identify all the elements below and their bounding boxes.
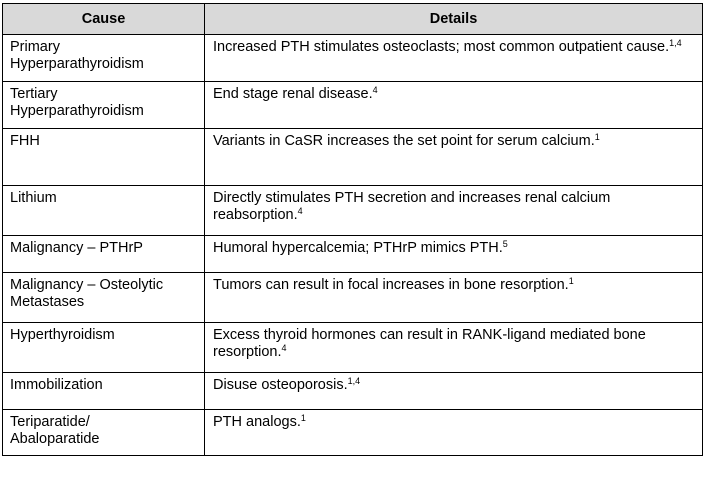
- cause-cell: Tertiary Hyperparathyroidism: [3, 82, 205, 129]
- cause-cell: FHH: [3, 129, 205, 186]
- cause-cell: Primary Hyperparathyroidism: [3, 35, 205, 82]
- detail-cell: [205, 273, 703, 323]
- detail-cell: [205, 373, 703, 410]
- table-row: [3, 273, 703, 323]
- table-row: [3, 129, 703, 186]
- reference-superscript: 4: [297, 206, 303, 216]
- detail-text: Excess thyroid hormones can result in RANK-ligand mediated bone resorption.: [213, 327, 646, 360]
- detail-cell: [205, 410, 703, 456]
- table-row: [3, 82, 703, 129]
- detail-cell: [205, 129, 703, 186]
- table-row: [3, 236, 703, 273]
- table-row: [3, 186, 703, 236]
- causes-table: [2, 3, 703, 456]
- detail-text: Tumors can result in focal increases in bone resorption.: [213, 277, 569, 293]
- reference-superscript: 1,4: [347, 376, 361, 386]
- header-details: Details: [205, 4, 703, 35]
- detail-text: Increased PTH stimulates osteoclasts; most common outpatient cause.: [213, 39, 670, 55]
- cause-cell: Malignancy – PTHrP: [3, 236, 205, 273]
- detail-cell: [205, 82, 703, 129]
- reference-superscript: 1: [568, 276, 574, 286]
- table-row: [3, 323, 703, 373]
- detail-text: Variants in CaSR increases the set point for serum calcium.: [213, 133, 595, 149]
- reference-superscript: 4: [372, 85, 378, 95]
- table-row: [3, 35, 703, 82]
- reference-superscript: 1: [300, 413, 306, 423]
- table-header-row: [3, 4, 703, 35]
- cause-cell: Immobilization: [3, 373, 205, 410]
- reference-superscript: 1,4: [669, 38, 682, 48]
- detail-cell: [205, 186, 703, 236]
- cause-cell: Malignancy – Osteolytic Metastases: [3, 273, 205, 323]
- detail-cell: [205, 35, 703, 82]
- detail-text: End stage renal disease.: [213, 86, 373, 102]
- reference-superscript: 4: [281, 343, 287, 353]
- cause-cell: Hyperthyroidism: [3, 323, 205, 373]
- cause-cell: Lithium: [3, 186, 205, 236]
- table-row: [3, 373, 703, 410]
- detail-text: PTH analogs.: [213, 414, 301, 430]
- cause-cell: Teriparatide/ Abaloparatide: [3, 410, 205, 456]
- header-cause: Cause: [3, 4, 205, 35]
- detail-text: Directly stimulates PTH secretion and increases renal calcium reabsorption.: [213, 190, 611, 223]
- detail-cell: [205, 323, 703, 373]
- detail-text: Humoral hypercalcemia; PTHrP mimics PTH.: [213, 240, 503, 256]
- detail-cell: [205, 236, 703, 273]
- table-row: [3, 410, 703, 456]
- reference-superscript: 1: [594, 132, 600, 142]
- reference-superscript: 5: [502, 239, 508, 249]
- detail-text: Disuse osteoporosis.: [213, 377, 348, 393]
